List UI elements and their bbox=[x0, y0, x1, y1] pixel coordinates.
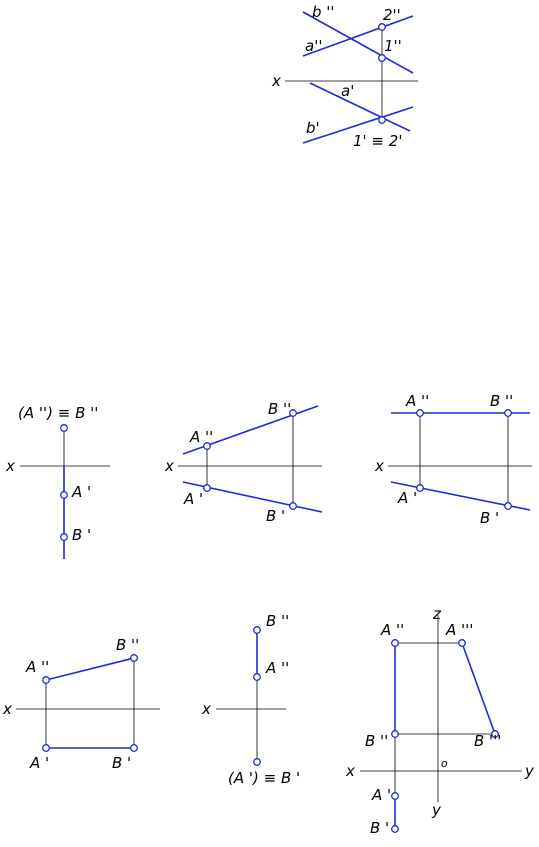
label-b-frontal: b '' bbox=[312, 3, 335, 21]
label-x-axis: x bbox=[165, 457, 174, 475]
point-A-profile bbox=[459, 640, 466, 647]
figure-6 bbox=[345, 605, 535, 837]
point-A-horizontal bbox=[392, 793, 399, 800]
label-B-frontal: B '' bbox=[116, 636, 140, 654]
label-2-frontal: 2'' bbox=[383, 6, 401, 24]
label-z-axis: z bbox=[433, 605, 441, 623]
label-A-horizontal: A ' bbox=[184, 490, 204, 508]
label-A-frontal: A '' bbox=[406, 392, 430, 410]
label-B-horizontal: B ' bbox=[266, 507, 286, 525]
label-B-horizontal: B ' bbox=[72, 526, 92, 544]
point-B-horizontal bbox=[131, 745, 138, 752]
label-b-horizontal: b' bbox=[306, 119, 320, 137]
point-B-horizontal bbox=[392, 826, 399, 833]
point-A-frontal bbox=[254, 674, 261, 681]
point-2-frontal bbox=[379, 24, 386, 31]
point-B-frontal bbox=[505, 410, 512, 417]
point-A-frontal bbox=[43, 677, 50, 684]
point-B-horizontal bbox=[290, 503, 297, 510]
label-A-horizontal: A ' bbox=[372, 786, 392, 804]
figure-1 bbox=[5, 404, 110, 559]
figure-3 bbox=[374, 392, 532, 527]
point-A-B-horizontal bbox=[254, 759, 261, 766]
label-1-frontal: 1'' bbox=[384, 37, 402, 55]
label-A-frontal: A '' bbox=[190, 428, 214, 446]
label-B-frontal: B '' bbox=[490, 392, 514, 410]
label-y-axis-bottom: y bbox=[432, 801, 441, 819]
label-A-horizontal: A ' bbox=[30, 754, 50, 772]
label-B-horizontal: B ' bbox=[370, 819, 390, 837]
label-A-horizontal: A ' bbox=[72, 483, 92, 501]
label-origin: o bbox=[441, 757, 448, 770]
label-B-profile: B ''' bbox=[474, 732, 502, 750]
figure-4 bbox=[2, 636, 160, 772]
segment-AB-profile bbox=[462, 643, 495, 734]
point-B-horizontal bbox=[61, 534, 68, 541]
point-B-frontal bbox=[392, 731, 399, 738]
label-x-axis: x bbox=[346, 762, 355, 780]
point-A-frontal bbox=[417, 410, 424, 417]
point-1-frontal bbox=[379, 55, 386, 62]
label-B-horizontal: B ' bbox=[112, 754, 132, 772]
label-A-frontal: A '' bbox=[26, 658, 50, 676]
label-x-axis: x bbox=[272, 72, 281, 90]
label-A-frontal: A '' bbox=[266, 659, 290, 677]
point-B-frontal bbox=[254, 627, 261, 634]
label-A-B-horizontal: (A ') ≡ B ' bbox=[228, 769, 301, 787]
label-x-axis: x bbox=[375, 457, 384, 475]
label-x-axis: x bbox=[202, 700, 211, 718]
figure-2 bbox=[164, 400, 322, 525]
label-1-2-horizontal: 1' ≡ 2' bbox=[353, 132, 403, 150]
label-a-horizontal: a' bbox=[341, 82, 355, 100]
label-a-frontal: a'' bbox=[305, 37, 323, 55]
line-AB-frontal bbox=[46, 658, 134, 680]
label-A-B-frontal: (A '') ≡ B '' bbox=[18, 404, 99, 422]
label-B-frontal: B '' bbox=[365, 732, 389, 750]
label-x-axis: x bbox=[3, 700, 12, 718]
point-A-B-frontal bbox=[61, 425, 68, 432]
point-A-horizontal bbox=[417, 485, 424, 492]
label-A-profile: A ''' bbox=[446, 621, 474, 639]
point-B-frontal bbox=[131, 655, 138, 662]
point-A-horizontal bbox=[204, 485, 211, 492]
label-y-axis-right: y bbox=[525, 762, 534, 780]
label-B-frontal: B '' bbox=[268, 400, 292, 418]
label-B-frontal: B '' bbox=[266, 612, 290, 630]
point-1-2-horizontal bbox=[379, 117, 386, 124]
point-A-frontal bbox=[392, 640, 399, 647]
figure-skew-lines bbox=[271, 3, 418, 150]
point-A-horizontal bbox=[61, 492, 68, 499]
label-A-frontal: A '' bbox=[381, 621, 405, 639]
figure-5 bbox=[201, 612, 300, 787]
point-A-horizontal bbox=[43, 745, 50, 752]
label-x-axis: x bbox=[6, 457, 15, 475]
point-B-horizontal bbox=[505, 503, 512, 510]
label-B-horizontal: B ' bbox=[480, 509, 500, 527]
label-A-horizontal: A ' bbox=[398, 489, 418, 507]
